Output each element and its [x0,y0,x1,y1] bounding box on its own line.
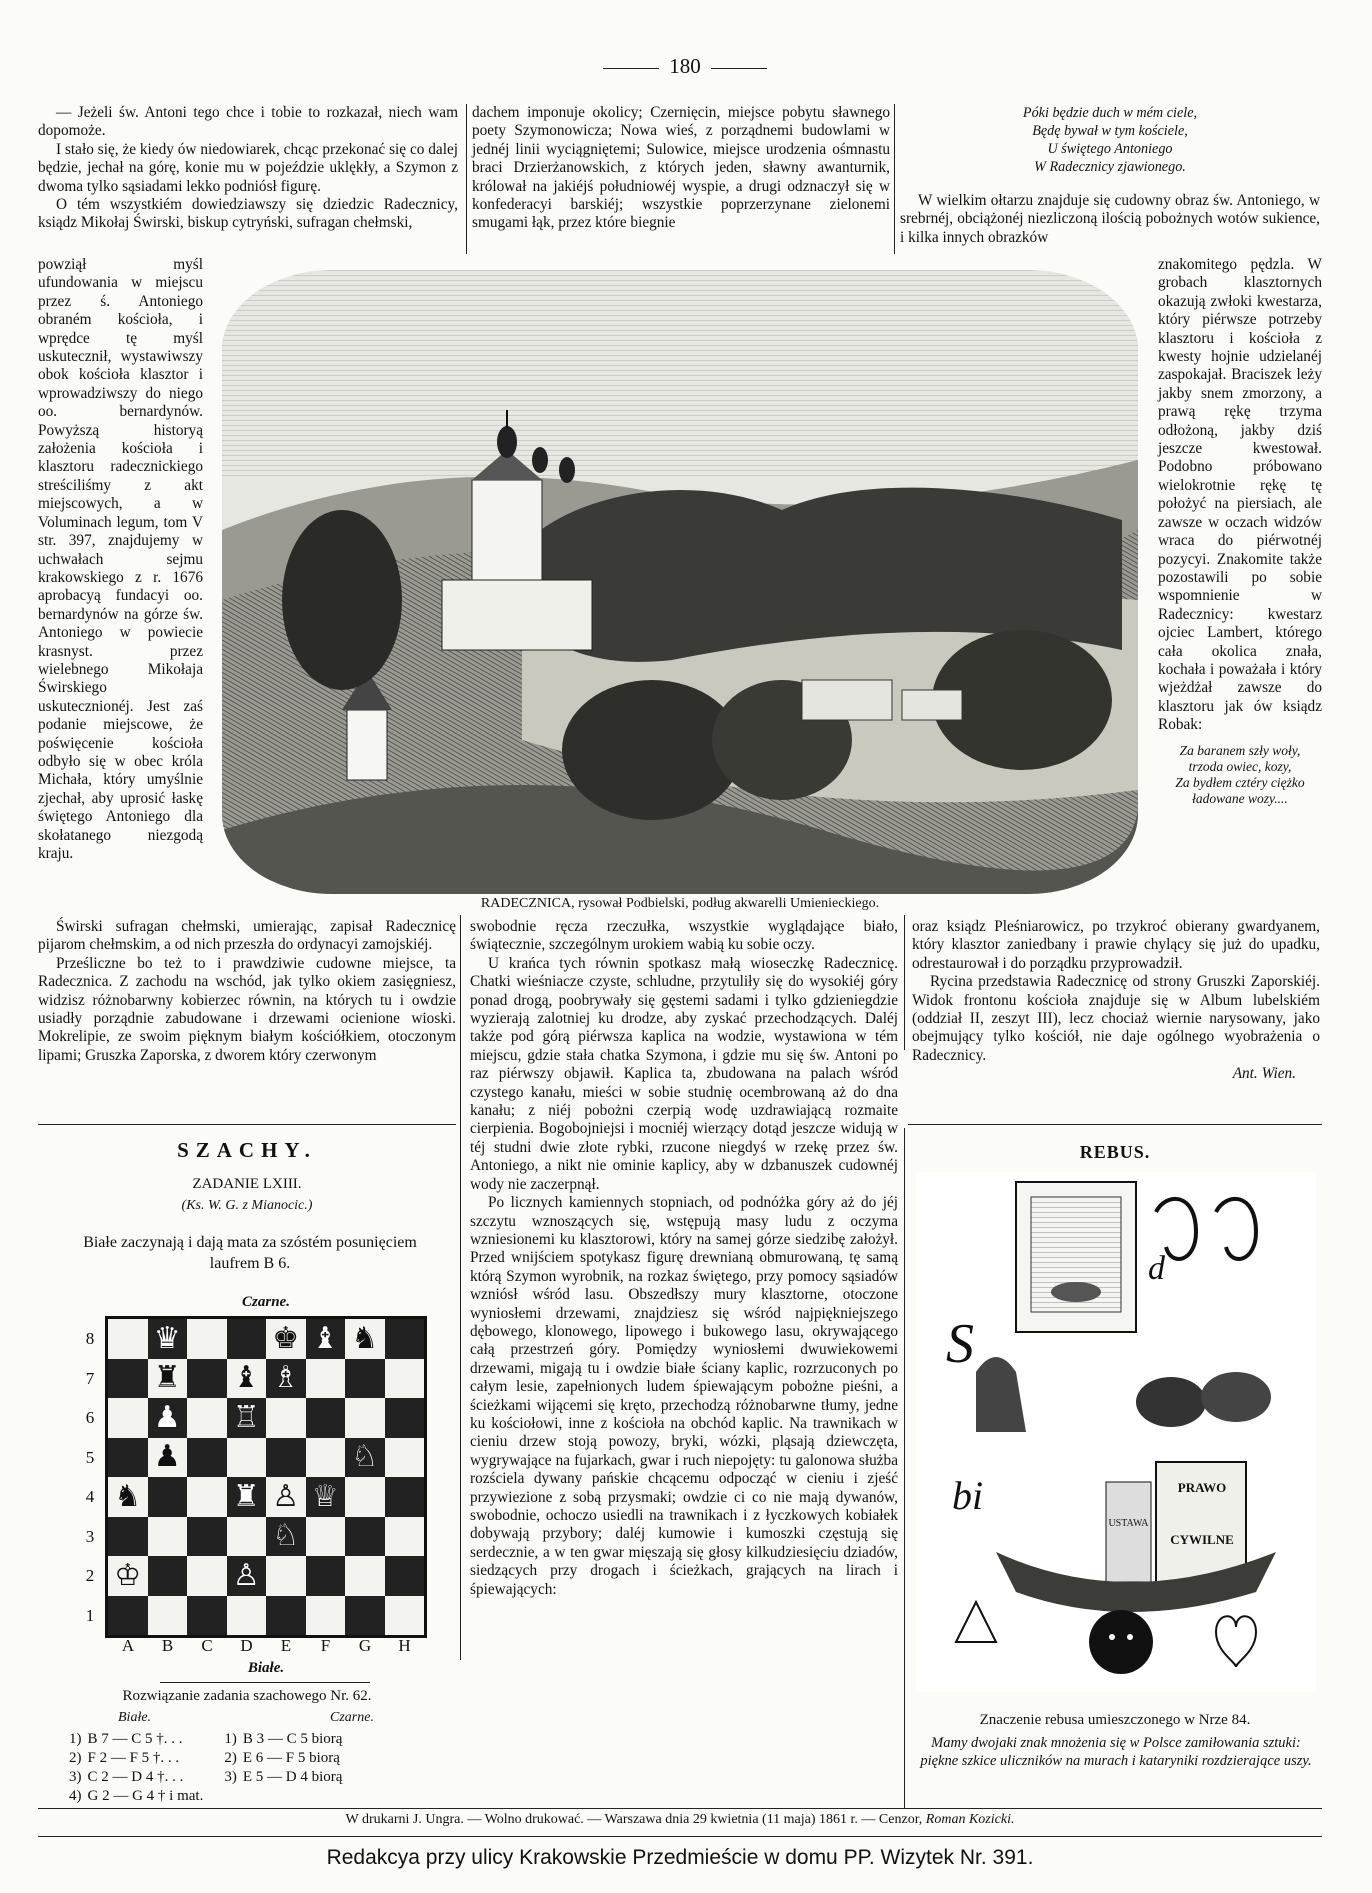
chess-piece: ♙ [232,1558,260,1592]
rank-label: 2 [85,1566,95,1585]
chess-square [148,1319,188,1359]
chess-square [187,1438,227,1478]
column-rule [460,915,461,1660]
section-divider [908,1124,1322,1125]
rebus-answer-text: Mamy dwojaki znak mnożenia się w Polsce zamiłowania sztuki: piękne szkice uliczników na murach i kataryniki rozdzierające uszy. [920,1735,1312,1769]
rebus-answer-title: Znaczenie rebusa umieszczonego w Nrze 84. [979,1712,1251,1728]
chess-piece: ♟ [153,1400,181,1434]
solution-cell: 2) [224,1750,237,1766]
rank-label: 1 [85,1605,95,1625]
rank-label: 5 [85,1447,95,1467]
chess-piece: ♟ [153,1440,181,1474]
solution-cell: B 3 — C 5 biorą [242,1731,343,1747]
chess-square [108,1319,148,1359]
imprint-line [38,1812,1322,1828]
chess-square [108,1398,148,1438]
footer-rule [38,1808,1322,1809]
file-label: C [201,1636,213,1655]
chess-square [187,1359,227,1399]
chess-square [266,1556,306,1596]
solution-row [66,1768,345,1787]
chess-square [148,1398,188,1438]
chess-square [345,1596,385,1636]
radecznica-engraving [222,270,1138,894]
chess-square [266,1398,306,1438]
chess-square [266,1517,306,1557]
chess-piece: ♞ [351,1321,379,1355]
chess-piece: ♜ [153,1361,181,1395]
solution-white-label: Białe. [118,1710,152,1725]
chess-square [385,1477,425,1517]
file-label: B [161,1636,174,1655]
rebus-letter: bi [952,1473,984,1518]
page-number-text: 180 [669,54,701,78]
chess-square [306,1596,346,1636]
poem-line: U świętego Antoniego [1047,141,1173,157]
col3-poem [900,104,1320,176]
chess-square [148,1477,188,1517]
author-signature: Ant. Wien. [1232,1065,1296,1083]
file-label: G [358,1636,372,1655]
divider [160,1682,370,1683]
rank-label: 3 [85,1526,95,1546]
col1-top-text [38,104,458,233]
chess-square [227,1477,267,1517]
rebus-letter: d [1148,1250,1165,1287]
chess-solution-title: Rozwiązanie zadania szachowego Nr. 62. [122,1688,372,1704]
file-label: D [240,1636,253,1655]
chess-piece: ♔ [114,1558,142,1592]
solution-cell: F 2 — F 5 †. . . [87,1750,180,1766]
rank-label: 4 [85,1487,95,1506]
rank-label: 6 [85,1408,95,1427]
solution-cell: E 5 — D 4 biorą [242,1769,343,1785]
chess-square [345,1319,385,1359]
chess-white-label: Białe. [247,1660,285,1676]
rebus-drawings [916,1172,1316,1692]
chess-square [108,1477,148,1517]
landscape-illustration [222,270,1138,894]
solution-cell: 4) [69,1788,82,1804]
solution-black-label: Czarne. [330,1710,374,1725]
chess-square [148,1596,188,1636]
paragraph: powziął myśl ufundowania w miejscu przez ś. Antoniego obraném kościoła, i wprędce tę myśl uskutecznił, wystawiwszy obok kościoła klasztor i wprowadziwszy do niego oo. bernardynów. Powyższą historyą założenia kościoła i klasztoru radecznickiego streściliśmy z akt miejscowych, a w Voluminach legum, tom V str. 397, znajdujemy w uchwałach sejmu krakowskiego z r. 1676 aprobacyą fundacyi oo. bernardynów na górze św. Antoniego w powiecie krasnyst. przez wielebnego Mikołaja Świrskiego uskutecznionéj. Jest zaś podanie miejscowe, że poświęcenie kościoła odbyło się w obec króla Michała, który umyślnie zjechał, aby uprosić łaskę świętego Antoniego dla skołatanego niezgodą kraju. [38,256,203,862]
chess-square [227,1596,267,1636]
solution-cell: 2) [69,1750,82,1766]
verse-line: Za bydłem cztéry ciężko [1175,774,1305,790]
col3-bottom-text [912,918,1320,1084]
solution-cell: C 2 — D 4 †. . . [87,1769,184,1785]
paragraph: oraz ksiądz Pleśniarowicz, po trzykroć obierany gwardyanem, który klasztor zaniedbany i prawie chylący się już do upadku, odrestaurował i do porządku przyprowadził. [912,918,1320,972]
rebus-illustration [916,1172,1316,1692]
chess-square [108,1438,148,1478]
chess-square [108,1556,148,1596]
paragraph: Prześliczne bo też to i prawdziwie cudowne miejsce, ta Radecznica. Z zachodu na wschód, jak tylko okiem zasięgniesz, widzisz różnobarwny kobierzec równin, na których tu i owdzie usiadły porządnie zabudowane i drzewami ocienione wioski. Mokrelipie, ze swoim pięknym białym kościółkiem, otoczonym lipami; Gruszka Zaporska, z dworem który czerwonym [38,954,456,1064]
rebus-heading: REBUS. [1079,1142,1151,1162]
editorial-address: Redakcya przy ulicy Krakowskie Przedmieście w domu PP. Wizytek Nr. 391. [326,1846,1034,1869]
page-number [560,54,810,79]
solution-table [66,1730,345,1806]
chess-piece: ♞ [114,1479,142,1513]
chess-piece: ♝ [311,1321,339,1355]
poem-line: W Radecznicy zjawionego. [1034,159,1186,175]
solution-row [66,1787,345,1806]
verse-line: ładowane wozy.... [1192,790,1288,806]
col3-narrow-text [1158,256,1322,813]
poem-line: Póki będzie duch w mém ciele, [1022,105,1198,121]
chess-square [227,1438,267,1478]
chess-square [148,1438,188,1478]
paragraph: W wielkim ołtarzu znajduje się cudowny obraz św. Antoniego, w srebrnéj, obciążonéj niezliczoną ilością pobożnych wotów sukience, i kilka innych obrazków [900,192,1320,246]
chess-square [345,1398,385,1438]
chess-square [187,1517,227,1557]
chess-piece: ♙ [272,1479,300,1513]
chess-square [266,1477,306,1517]
chess-square [108,1359,148,1399]
chess-square [148,1517,188,1557]
solution-cell: B 7 — C 5 †. . . [87,1731,183,1747]
paragraph: Świrski sufragan chełmski, umierając, zapisał Radecznicę pijarom chełmskim, a od nich przeszła do ordynacyi zamojskiéj. [38,918,456,954]
rank-label: 7 [85,1368,95,1388]
column-rule [466,104,467,254]
chess-square [385,1359,425,1399]
solution-cell: 3) [69,1769,82,1785]
chess-square [108,1517,148,1557]
chess-square [187,1398,227,1438]
paragraph: dachem imponuje okolicy; Czernięcin, miejsce pobytu sławnego poety Szymonowicza; Nowa wieś, z porządnemi budowlami w jednéj linii wyciągniętemi; Sulowice, miejsce urodzenia ośmnastu braci Drzierżanowskich, z których jeden, sławny awanturnik, królował na jakiéjś południowéj wyspie, a drugi odznaczył się w konfederacyi barskiéj; wszystkie poprzerzynane zielonemi smugami łąk, przez które biegnie [472,104,890,232]
chess-square [266,1319,306,1359]
chess-square [187,1596,227,1636]
chess-heading: SZACHY. [177,1138,317,1162]
solution-cell: 3) [224,1769,237,1785]
rebus-letter: S [946,1313,974,1375]
file-label: A [121,1636,135,1655]
file-label: F [320,1636,331,1655]
chess-solution [66,1730,345,1806]
chess-piece: ♚ [272,1321,300,1355]
chess-square [266,1438,306,1478]
chess-square [148,1359,188,1399]
chess-square [345,1517,385,1557]
chess-square [385,1556,425,1596]
col3-top-text [900,192,1320,247]
poem-line: Będę bywał w tym kościele, [1032,123,1188,139]
rank-label: 8 [85,1329,95,1348]
book2-title: USTAWA [1108,1518,1149,1529]
chess-square [148,1556,188,1596]
chess-piece: ♜ [232,1479,260,1513]
chess-square [306,1556,346,1596]
chess-square [266,1596,306,1636]
chess-square [345,1477,385,1517]
chess-square [385,1438,425,1478]
chess-square [187,1477,227,1517]
chess-square [345,1556,385,1596]
chess-problem-number: ZADANIE LXIII. [192,1176,302,1192]
solution-cell: 1) [224,1731,237,1747]
solution-cell: 1) [69,1731,82,1747]
chess-square [227,1398,267,1438]
column-rule [904,1128,905,1808]
chess-square [187,1556,227,1596]
chess-piece: ♘ [272,1519,300,1553]
paragraph: O tém wszystkiém dowiedziawszy się dziedzic Radecznicy, ksiądz Mikołaj Świrski, biskup cytryński, sufragan chełmski, [38,196,458,232]
chess-piece: ♖ [232,1400,260,1434]
chess-square [227,1517,267,1557]
col2-bottom-text [470,918,898,1599]
engraving-caption: RADECZNICA, rysował Podbielski, podług akwarelli Umienieckiego. [480,896,880,911]
solution-row [66,1749,345,1768]
censor-name: Roman Kozicki. [925,1812,1015,1827]
col2-top-text [472,104,890,233]
chess-square [108,1596,148,1636]
chess-square [345,1438,385,1478]
solution-cell [240,1787,346,1806]
chess-square [385,1398,425,1438]
footer-rule [38,1836,1322,1837]
paragraph: U krańca tych równin spotkasz małą wioseczkę Radecznicę. Chatki wieśniacze czyste, schludne, przytuliły się do wysokiéj góry ponad drogą, poobrywały się gęstemi sadami i tylko gdzieniegdzie wyzierają zalotniej ku drodze, aby zyskać przechodzących. Daléj także pod górą piérwsza kaplica na wodzie, wystawiona w tém miejscu, gdzie stała chatka Szymona, i gdzie mu się św. Antoni po raz piérwszy objawił. Kaplica ta, zbudowana na palach wśród czystego kanału, mieści w sobie studnię ocembrowaną aż do dna kanału; z niéj pobożni czerpią wodę uzdrawiającą rozmaite cierpienia. Bogobojniejsi i mocniéj wierzący dotąd jeszcze widują w téj studni dwie złote rybki, rzucone niegdyś w rzekę przez św. Antoniego, a nikt nie ominie kaplicy, aby w dzbanuszek cudownéj wody nie zaczerpnął. [470,954,898,1193]
chess-square [227,1359,267,1399]
chess-square [227,1319,267,1359]
chess-square [385,1319,425,1359]
chess-piece: ♘ [351,1440,379,1474]
chess-stipulation: Białe zaczynają i dają mata za szóstém posunięciem laufrem B 6. [83,1234,417,1272]
book-title-top: PRAWO [1177,1480,1227,1495]
chess-square [306,1517,346,1557]
solution-cell: E 6 — F 5 biorą [242,1750,340,1766]
solution-row [66,1730,345,1749]
paragraph: — Jeżeli św. Antoni tego chce i tobie to rozkazał, niech wam dopomoże. [38,104,458,140]
solution-cell: G 2 — G 4 † i mat. [87,1788,204,1804]
column-rule [894,104,895,254]
chess-piece: ♕ [311,1479,339,1513]
chess-square [385,1517,425,1557]
file-label: E [280,1636,292,1655]
chess-square [385,1596,425,1636]
paragraph: Rycina przedstawia Radecznicę od strony Gruszki Zaporskiéj. Widok frontonu kościoła znajduje się w Album lubelskiém (oddział II, zeszyt III), lecz chociaż wiernie narysowany, jako obejmujący tylko kościół, nie daje ogólnego wyobrażenia o Radecznicy. [912,973,1320,1064]
chess-square [345,1359,385,1399]
verse-block [1158,743,1322,807]
chess-piece: ♗ [272,1361,300,1395]
chess-author: (Ks. W. G. z Mianocic.) [181,1198,313,1213]
chess-piece: ♛ [153,1321,181,1355]
solution-cell [221,1787,240,1806]
verse-line: trzoda owiec, kozy, [1188,758,1292,774]
col1-bottom-text [38,918,456,1065]
chess-square [306,1359,346,1399]
paragraph: swobodnie ręcza rzeczułka, wszystkie wyglądające biało, świątecznie, szczególnym urokiem wabią ku sobie oczy. [470,918,898,954]
chess-square [306,1398,346,1438]
chess-square [227,1556,267,1596]
chess-piece: ♝ [232,1361,260,1395]
paragraph: znakomitego pędzla. W grobach klasztornych okazują zwłoki kwestarza, który piérwsze potrzeby klasztoru i kościoła z kwesty hojnie udzielanéj zaspokajał. Braciszek leży jakby snem zmorzony, a prawą rękę trzyma odłożoną, jakby dziś jeszcze kwestował. Podobno próbowano wielokrotnie rękę tę położyć na piersiach, ale zawsze w oczach widzów wraca do piérwotnéj pozycyi. Znakomite także pozostawili po sobie wspomnienie w Radecznicy: kwestarz ojciec Lambert, którego cała okolica znała, kochała i poważała i który wjeżdżał zawsze do klasztoru jak ów ksiądz Robak: [1158,256,1322,734]
paragraph: I stało się, że kiedy ów niedowiarek, chcąc przekonać się co dalej będzie, jechał na górę, konie mu w pojeździe uklękły, a Szymon z dwoma tylko sąsiadami lekko podniósł figurę. [38,140,458,195]
file-label: H [398,1636,411,1655]
paragraph: Po licznych kamiennych stopniach, od podnóżka góry aż do jéj szczytu wznoszących się, wstępują masy ludu z oczyma wzniesionemi ku klasztorowi, który na samej górze siedzibę założył. Przed wnijściem spotykasz figurę drewnianą obmurowaną, tę samą którą Szymon wyrobnik, na rozkaz świętego, przy pomocy sąsiadów wzniósł wśród lasu. Obszedłszy mury klasztorne, otoczone wyniosłemi drzewami, znajdziesz się wśród najpiękniejszego dębowego, klonowego, lipowego i bukowego lasu, okrywającego całą przestrzeń góry. Pomiędzy wyniosłemi dwuwiekowemi drzewami, migają tu i owdzie białe ściany kaplic, rozrzuconych po całym lesie, zapełnionych ludem śpiewającym pobożne pieśni, a ścieżkami wijącemi się kręto, przechodzą różnobarwne tłumy, jedne ku kościołowi, inne z kościoła na obchód kaplic. Na trawnikach w cieniu drzew stoją powozy, bryki, wózki, pląsają dziewczęta, wygrywające na fujarkach, gwar i ruch niepojęty: tu galonowa służba rozściela dywany pańskie chcącemu odpocząć w cieniu i zjeść przywiezione z sobą przysmaki; owdzie ci co nie mają dywanów, swobodnie, ochoczo usiedli na trawnikach i z łyczkowych kobiałek dobywają przybory; daléj kumowie i kumoszki częstują się serdecznie, a w ten gwar mięszają się głosy kilkudziesięciu dziadów, siedzących przy drogach i ścieżkach, grających na lirach i śpiewających: [470,1194,898,1598]
chess-square [306,1438,346,1478]
chess-black-label: Czarne. [242,1294,290,1310]
imprint-text: W drukarni J. Ungra. — Wolno drukować. — Warszawa dnia 29 kwietnia (11 maja) 1861 r. — Cenzor, [345,1812,923,1827]
section-divider [38,1124,456,1125]
verse-line: Za baranem szły woły, [1179,742,1301,758]
chess-square [187,1319,227,1359]
chess-square [306,1477,346,1517]
col1-narrow-text [38,256,203,863]
column-rule [904,915,905,1050]
chess-square [306,1319,346,1359]
book-title-bottom: CYWILNE [1170,1532,1234,1547]
chess-square [266,1359,306,1399]
chess-board [105,1316,427,1638]
